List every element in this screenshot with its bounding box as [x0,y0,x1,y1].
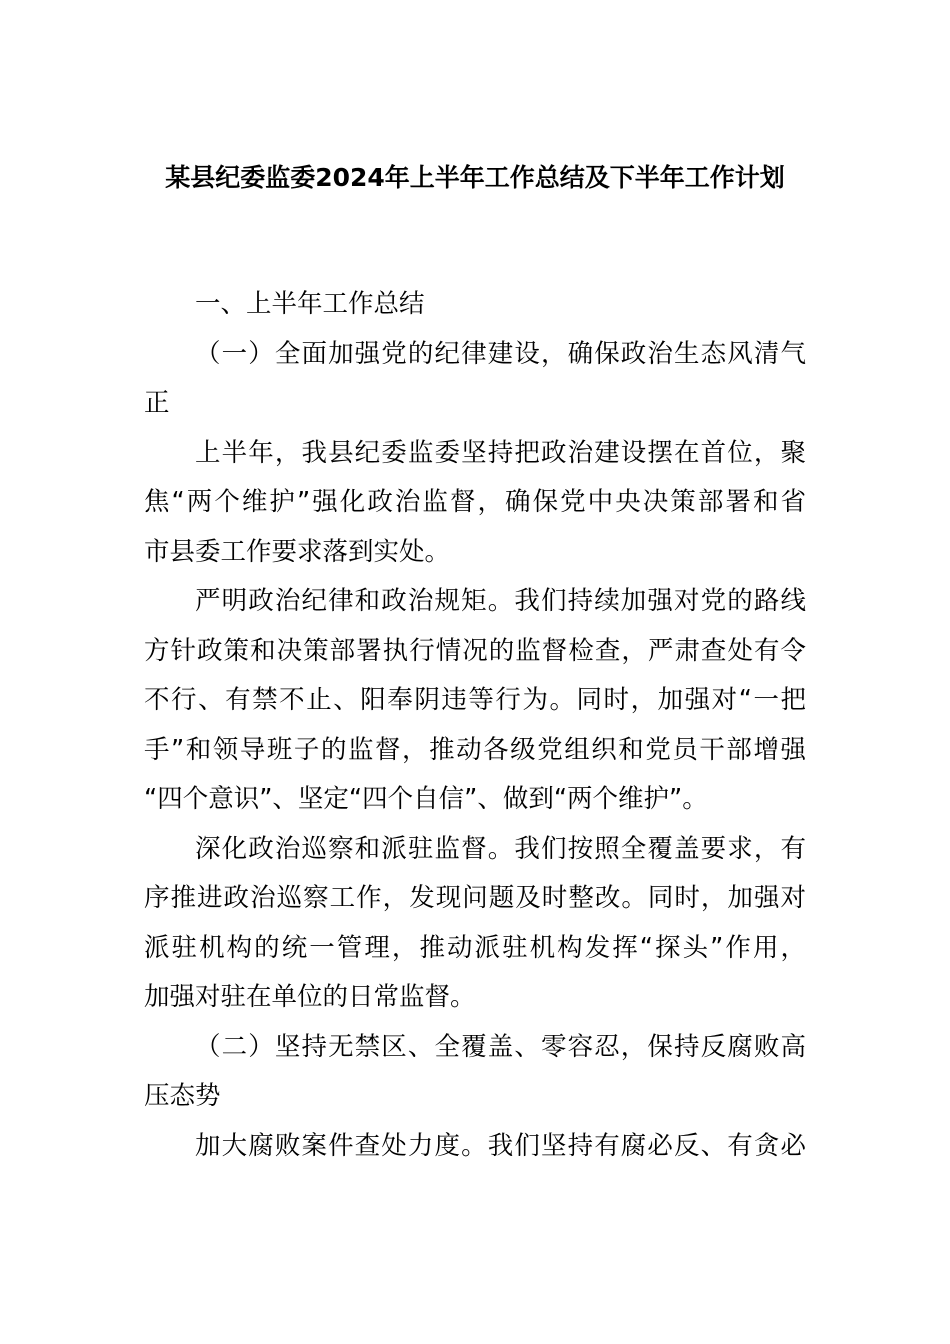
document-title: 某县纪委监委2024年上半年工作总结及下半年工作计划 [165,163,785,192]
subsection-heading-2: （二）坚持无禁区、全覆盖、零容忍，保持反腐败高 [195,1031,806,1062]
document-body [144,280,806,1171]
subsection-heading-1: （一）全面加强党的纪律建设，确保政治生态风清气 [195,338,806,369]
paragraph-line: 加强对驻在单位的日常监督。 [144,982,476,1012]
subsection-heading-2-cont: 压态势 [144,1081,221,1111]
paragraph-line: 市县委工作要求落到实处。 [144,536,451,567]
paragraph-line: 上半年，我县纪委监委坚持把政治建设摆在首位，聚 [195,437,806,468]
section-heading-1: 一、上半年工作总结 [195,289,425,319]
paragraph-line: 深化政治巡察和派驻监督。我们按照全覆盖要求，有 [195,833,806,864]
paragraph-line: 序推进政治巡察工作，发现问题及时整改。同时，加强对 [144,883,806,913]
paragraph-line: “四个意识”、坚定“四个自信”、做到“两个维护”。 [144,784,708,814]
subsection-heading-1-cont: 正 [144,388,170,418]
paragraph-line: 严明政治纪律和政治规矩。我们持续加强对党的路线 [195,586,806,616]
paragraph-line: 派驻机构的统一管理，推动派驻机构发挥“探头”作用， [144,932,806,963]
paragraph-line: 加大腐败案件查处力度。我们坚持有腐必反、有贪必 [195,1130,806,1161]
paragraph-line: 不行、有禁不止、阳奉阴违等行为。同时，加强对“一把 [144,685,806,715]
paragraph-line: 方针政策和决策部署执行情况的监督检查，严肃查处有令 [144,635,806,666]
paragraph-line: 手”和领导班子的监督，推动各级党组织和党员干部增强 [144,734,806,765]
paragraph-line: 焦“两个维护”强化政治监督，确保党中央决策部署和省 [144,487,806,517]
